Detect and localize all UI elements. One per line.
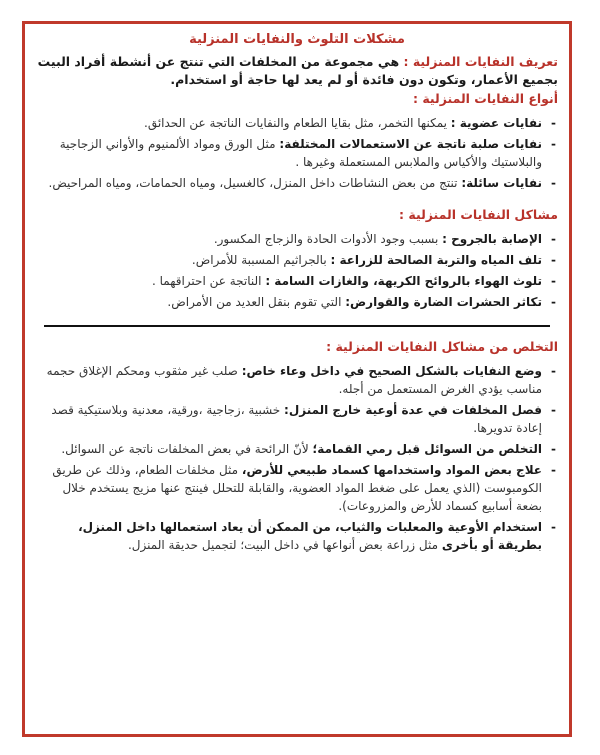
item-text: الناتجة عن احتراقهما . (151, 274, 266, 288)
disposal-heading: التخلص من مشاكل النفايات المنزلية : (326, 339, 558, 354)
document-title: مشكلات التلوث والنفايات المنزلية (189, 32, 405, 47)
item-text: مثل مخلفات الطعام، وذلك عن طريق الكومبوست (الذي يعمل على ضغط المواد العضوية، والقابلة للتحلل فينتج عنها مزيج يستخدم خلال بضعة أسابيع كسماد للأرض والمزروعات). (52, 463, 542, 513)
item-text: التي تقوم بنقل العديد من الأمراض. (167, 295, 346, 309)
list-item (36, 230, 558, 248)
list-item (36, 114, 558, 132)
list-item (36, 401, 558, 437)
list-item (36, 518, 558, 554)
item-term: تكاثر الحشرات الضارة والقوارض: (345, 295, 542, 309)
list-item (36, 251, 558, 269)
types-list (36, 114, 558, 192)
list-item (36, 272, 558, 290)
definition-paragraph (36, 53, 558, 89)
item-text: بالجراثيم المسببة للأمراض. (191, 253, 331, 267)
list-item (36, 293, 558, 311)
item-term: نفايات عضوية : (450, 116, 542, 130)
item-term: فصل المخلفات في عدة أوعية خارج المنزل: (284, 403, 542, 417)
definition-label: تعريف النفايات المنزلية : (403, 54, 558, 69)
item-text: صلب غير مثقوب ومحكم الإغلاق حجمه مناسب يؤدي الغرض المستعمل من أجله. (46, 364, 542, 396)
definition-text: هي مجموعة من المخلفات التي تنتج عن أنشطة أفراد البيت بجميع الأعمار، وتكون دون فائدة أو لم يعد لها حاجة أو استخدام. (37, 54, 558, 87)
document-content (36, 32, 558, 557)
item-term: الإصابة بالجروح : (442, 232, 542, 246)
item-term: التخلص من السوائل قبل رمي القمامة؛ (312, 442, 542, 456)
item-term: نفايات سائلة: (461, 176, 542, 190)
item-term: تلوث الهواء بالروائح الكريهة، والغازات السامة : (265, 274, 542, 288)
item-term: تلف المياه والتربة الصالحة للزراعة : (330, 253, 542, 267)
item-term: علاج بعض المواد واستخدامها كسماد طبيعي للأرض، (241, 463, 542, 477)
item-term: نفايات صلبة ناتجة عن الاستعمالات المختلفة: (279, 137, 542, 151)
item-text: تنتج من بعض النشاطات داخل المنزل، كالغسيل، ومياه الحمامات، ومياه المراحيض. (48, 176, 462, 190)
item-text: يمكنها التخمر، مثل بقايا الطعام والنفايات الناتجة عن الحدائق. (144, 116, 451, 130)
disposal-list (36, 362, 558, 554)
item-text: بسبب وجود الأدوات الحادة والزجاج المكسور. (213, 232, 443, 246)
item-term: استخدام الأوعية والمعلبات والثياب، من الممكن أن يعاد استعمالها داخل المنزل، بطريقة أو بأخرى (78, 520, 542, 552)
list-item (36, 135, 558, 171)
types-heading: أنواع النفايات المنزلية : (412, 91, 558, 106)
item-term: وضع النفايات بالشكل الصحيح في داخل وعاء خاص: (241, 364, 542, 378)
list-item (36, 461, 558, 515)
item-text: خشبية ،زجاجية ،ورقية، معدنية وبلاستيكية قصد إعادة تدويرها. (51, 403, 542, 435)
section-divider (44, 325, 550, 327)
item-text: لأنّ الرائحة في بعض المخلفات ناتجة عن السوائل. (61, 442, 313, 456)
list-item (36, 174, 558, 192)
problems-list (36, 230, 558, 311)
item-text: مثل زراعة بعض أنواعها في داخل البيت؛ لتجميل حديقة المنزل. (127, 538, 442, 552)
problems-heading: مشاكل النفايات المنزلية : (399, 207, 558, 222)
list-item (36, 362, 558, 398)
item-text: مثل الورق ومواد الألمنيوم والأواني الزجاجية والبلاستيك والأكياس والملابس المستعملة وغيرها . (59, 137, 542, 169)
list-item (36, 440, 558, 458)
